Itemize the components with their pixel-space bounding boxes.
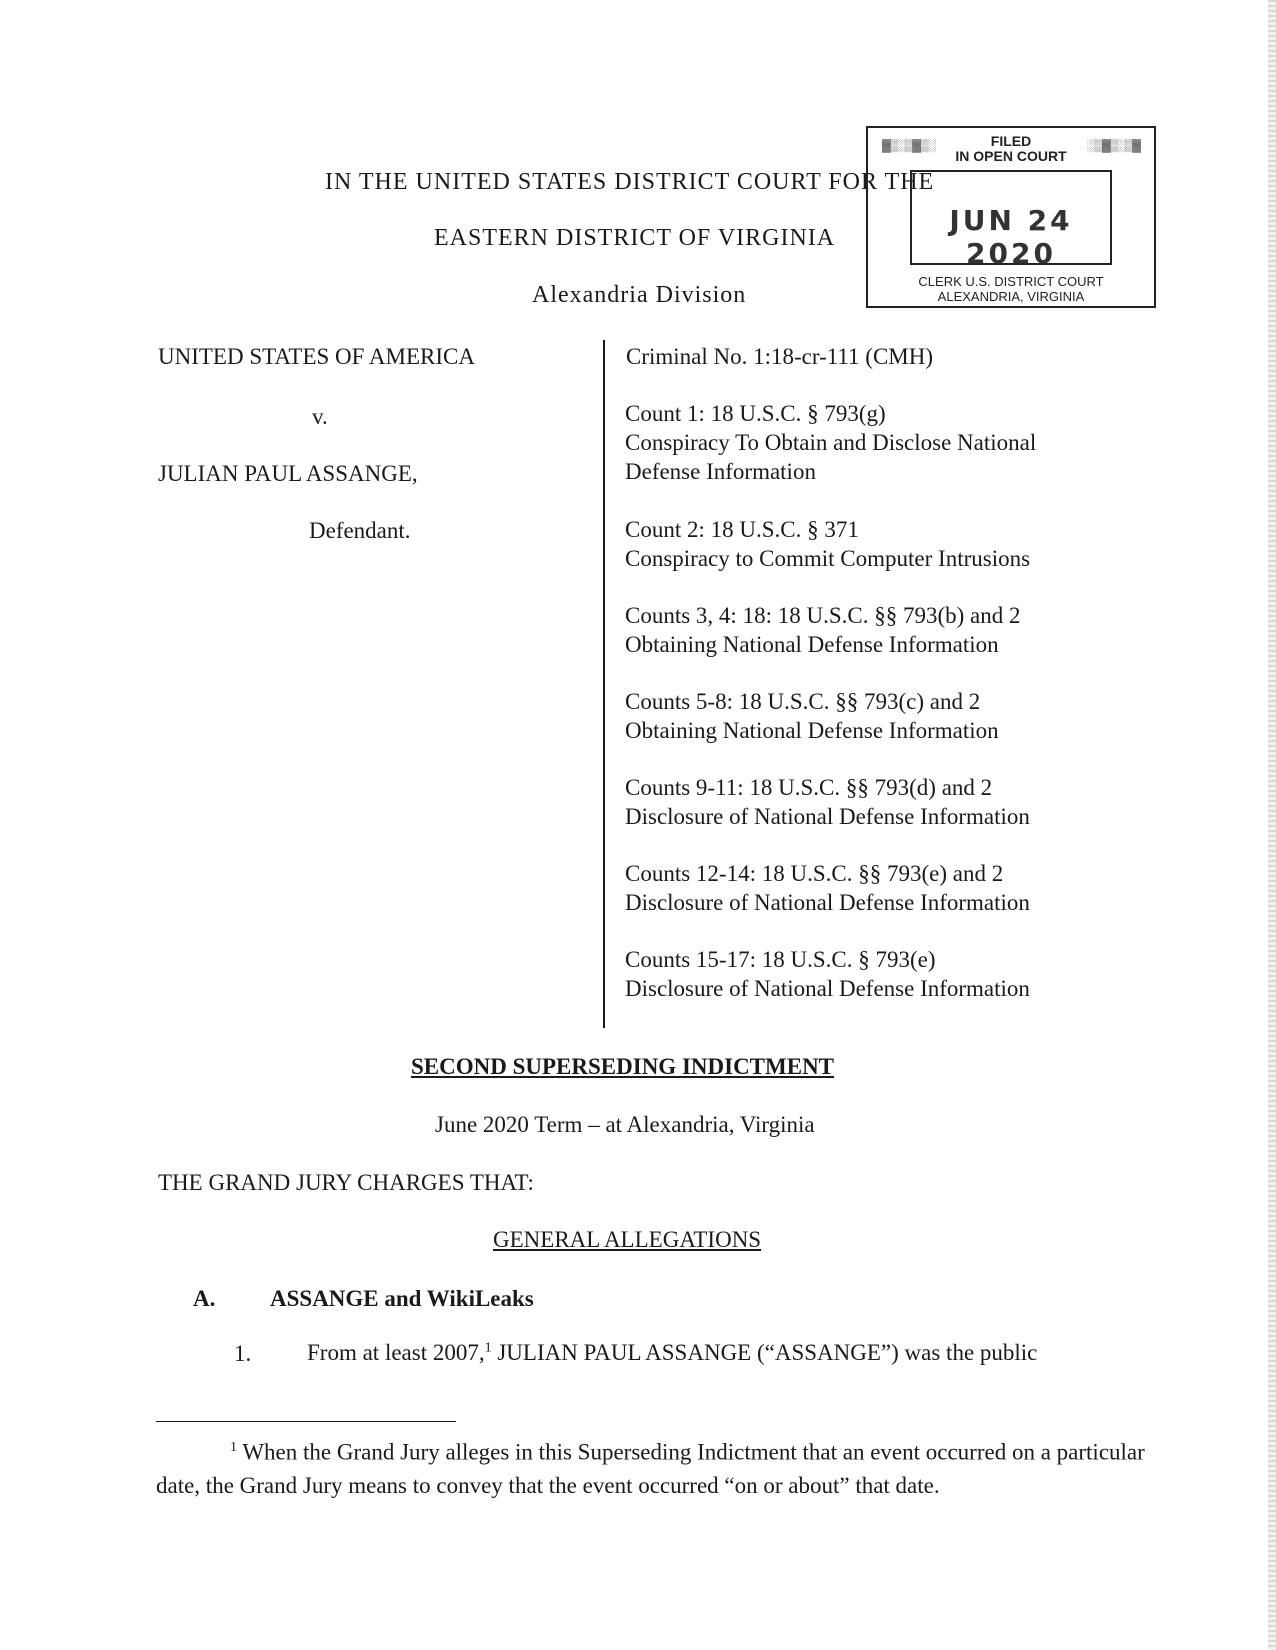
footnote-separator: [156, 1421, 456, 1422]
count-citation: Count 2: 18 U.S.C. § 371: [625, 517, 859, 542]
count-entry: [625, 515, 1030, 573]
count-citation: Counts 5-8: 18 U.S.C. §§ 793(c) and 2: [625, 689, 981, 714]
count-description: Obtaining National Defense Information: [625, 718, 999, 743]
count-description: Disclosure of National Defense Information: [625, 976, 1030, 1001]
caption-versus: v.: [312, 404, 328, 429]
court-heading-line1: IN THE UNITED STATES DISTRICT COURT FOR THE: [325, 169, 935, 195]
scan-edge-artifact: [1268, 0, 1276, 1650]
paragraph-1: [307, 1340, 1037, 1366]
count-description: Conspiracy to Commit Computer Intrusions: [625, 546, 1031, 571]
filed-stamp: [866, 126, 1156, 308]
count-entry: [625, 945, 1030, 1003]
stamp-filed-text: FILED: [990, 133, 1032, 149]
caption-plaintiff: UNITED STATES OF AMERICA: [158, 344, 475, 369]
stamp-date: JUN 24 2020: [949, 204, 1073, 270]
count-citation: Counts 12-14: 18 U.S.C. §§ 793(e) and 2: [625, 861, 1004, 886]
paragraph-text-continued: JULIAN PAUL ASSANGE (“ASSANGE”) was the public: [491, 1340, 1038, 1365]
count-citation: Counts 9-11: 18 U.S.C. §§ 793(d) and 2: [625, 775, 993, 800]
section-heading: GENERAL ALLEGATIONS: [493, 1227, 762, 1252]
document-title: SECOND SUPERSEDING INDICTMENT: [411, 1054, 835, 1079]
footnote-1: [156, 1431, 1146, 1502]
count-description: Disclosure of National Defense Information: [625, 804, 1030, 829]
stamp-ink-noise-right: ░▒▓▒░▒▓: [1086, 138, 1140, 152]
footnote-text: When the Grand Jury alleges in this Superseding Indictment that an event occurred on a particular date, the Grand Jury means to convey that the event occurred “on or about” that date.: [156, 1439, 1145, 1498]
count-description: Defense Information: [625, 459, 816, 484]
count-description: Conspiracy To Obtain and Disclose National: [625, 430, 1037, 455]
caption-defendant-name: JULIAN PAUL ASSANGE,: [158, 461, 418, 486]
grand-jury-term: June 2020 Term – at Alexandria, Virginia: [435, 1112, 815, 1137]
court-heading-division: Alexandria Division: [532, 282, 747, 308]
stamp-filed-label: [868, 134, 1154, 164]
count-description: Disclosure of National Defense Information: [625, 890, 1030, 915]
stamp-clerk-line2: ALEXANDRIA, VIRGINIA: [937, 289, 1085, 304]
subsection-letter: A.: [193, 1286, 216, 1311]
paragraph-number: 1.: [234, 1341, 252, 1366]
count-citation: Counts 3, 4: 18: 18 U.S.C. §§ 793(b) and 2: [625, 603, 1021, 628]
count-description: Obtaining National Defense Information: [625, 632, 999, 657]
stamp-clerk-line1: CLERK U.S. DISTRICT COURT: [918, 274, 1104, 289]
criminal-number: Criminal No. 1:18-cr-111 (CMH): [626, 344, 934, 369]
footnote-marker: 1: [230, 1440, 237, 1455]
caption-defendant-label: Defendant.: [309, 518, 411, 543]
court-heading-line2: EASTERN DISTRICT OF VIRGINIA: [434, 225, 836, 251]
count-entry: [625, 773, 1030, 831]
subsection-title: ASSANGE and WikiLeaks: [270, 1286, 534, 1311]
count-entry: [625, 601, 1020, 659]
count-citation: Count 1: 18 U.S.C. § 793(g): [625, 401, 886, 426]
count-entry: [625, 399, 1036, 486]
charges-intro: THE GRAND JURY CHARGES THAT:: [158, 1170, 534, 1195]
stamp-clerk-label: [868, 274, 1154, 304]
count-entry: [625, 859, 1030, 917]
count-citation: Counts 15-17: 18 U.S.C. § 793(e): [625, 947, 936, 972]
paragraph-text-start: From at least 2007,: [307, 1340, 485, 1365]
caption-divider: [603, 340, 605, 1028]
count-entry: [625, 687, 999, 745]
stamp-ink-noise-left: ▓▒░▒▓▒░: [882, 138, 936, 152]
stamp-open-court-text: IN OPEN COURT: [955, 148, 1067, 164]
footnote-reference: 1: [484, 1340, 492, 1356]
